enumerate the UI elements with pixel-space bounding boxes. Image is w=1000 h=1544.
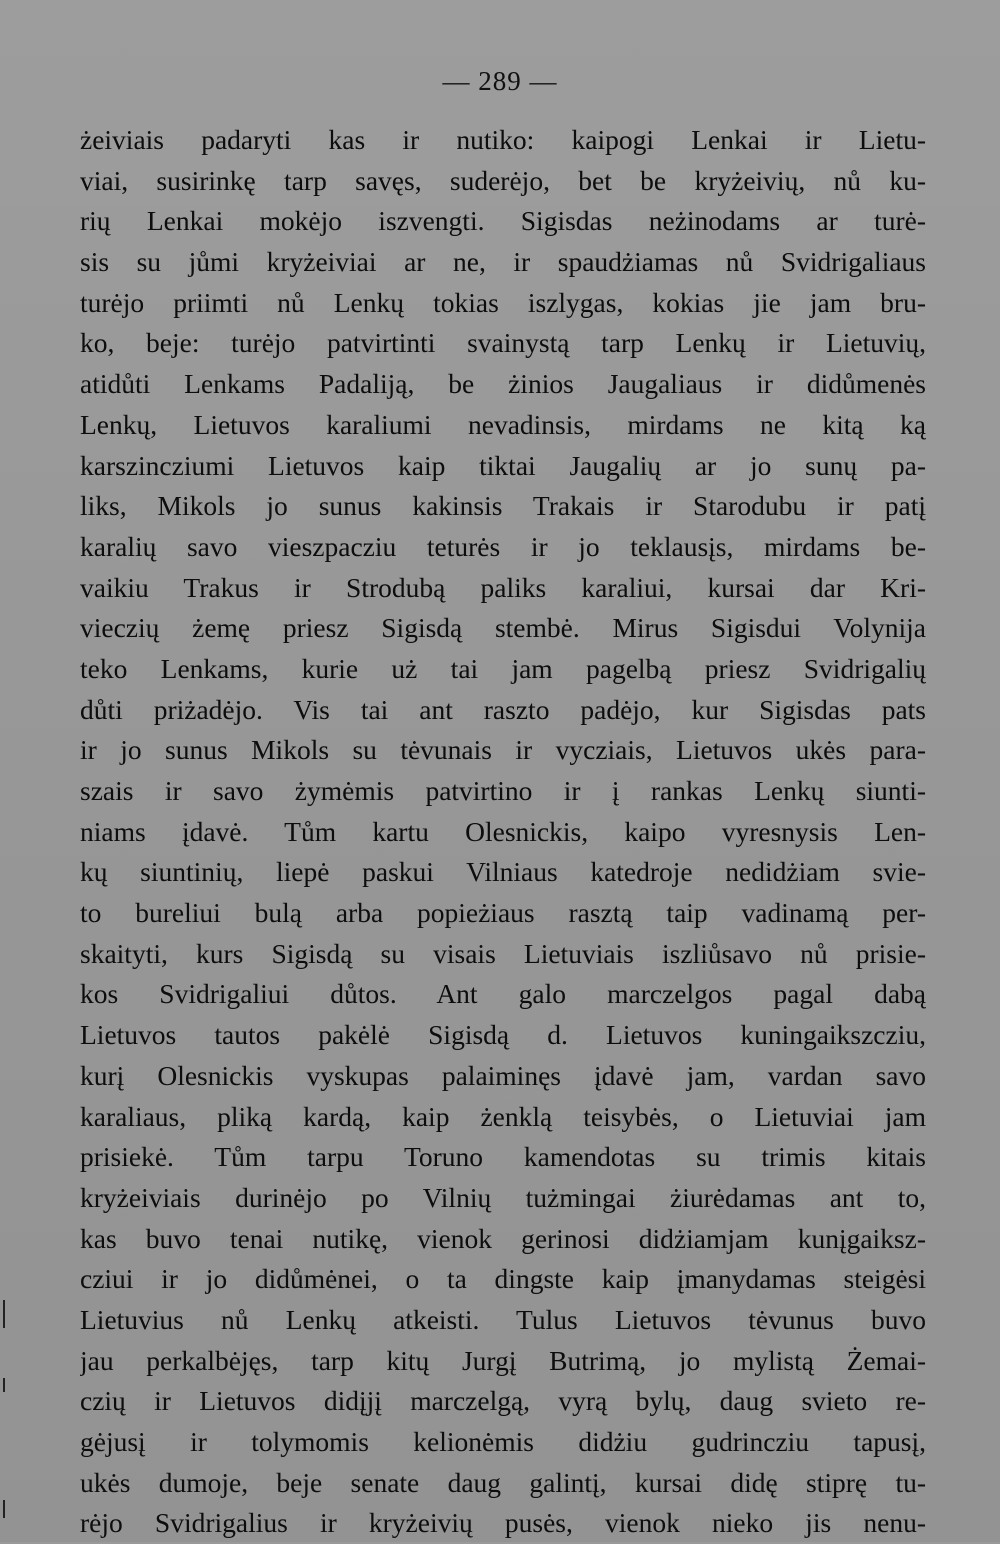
text-line: karalių savo vieszpacziu teturės ir jo teklausįs, mirdams be- xyxy=(80,530,926,562)
text-line: ukės dumoje, beje senate daug galintį, kursai didę stiprę tu- xyxy=(80,1466,926,1498)
text-line: kryżeiviais durinėjo po Vilnių tużmingai żiurėdamas ant to, xyxy=(80,1181,926,1213)
text-line: cziui ir jo didůmėnei, o ta dingste kaip įmanydamas steigėsi xyxy=(80,1263,926,1295)
text-line: to bureliui bulą arba popieżiaus rasztą taip vadinamą per- xyxy=(80,897,926,929)
text-line: turėjo priimti nů Lenkų tokias iszlygas, kokias jie jam bru- xyxy=(80,286,926,318)
text-line: rėjo Svidrigalius ir kryżeivių pusės, vienok nieko jis nenu- xyxy=(80,1507,926,1539)
text-line: viai, susirinkę tarp savęs, suderėjo, bet be kryżeivių, nů ku- xyxy=(80,164,926,196)
text-line: atidůti Lenkams Padaliją, be żinios Jaugaliaus ir didůmenės xyxy=(80,368,926,400)
text-line: kos Svidrigaliui důtos. Ant galo marczelgos pagal dabą xyxy=(80,978,926,1010)
text-line: vaikiu Trakus ir Strodubą paliks karaliui, kursai dar Kri- xyxy=(80,571,926,603)
text-line: żeiviais padaryti kas ir nutiko: kaipogi Lenkai ir Lietu- xyxy=(80,124,926,155)
text-line: karszincziumi Lietuvos kaip tiktai Jaugalių ar jo sunų pa- xyxy=(80,449,926,481)
text-line: Lietuvius nů Lenkų atkeisti. Tulus Lietuvos tėvunus buvo xyxy=(80,1303,926,1335)
margin-scan-mark xyxy=(3,1378,5,1392)
text-line: karaliaus, pliką kardą, kaip żenklą teisybės, o Lietuviai jam xyxy=(80,1100,926,1132)
text-line: gėjusį ir tolymomis kelionėmis didżiu gudrincziu tapusį, xyxy=(80,1426,926,1457)
text-line: Lenkų, Lietuvos karaliumi nevadinsis, mirdams ne kitą ką xyxy=(80,408,926,440)
text-line: rių Lenkai mokėjo iszvengti. Sigisdas neżinodams ar turė- xyxy=(80,205,926,237)
margin-scan-mark xyxy=(3,1300,5,1328)
text-line: szais ir savo żymėmis patvirtino ir į rankas Lenkų siunti- xyxy=(80,775,926,806)
text-line: teko Lenkams, kurie uż tai jam pagelbą priesz Svidrigalių xyxy=(80,652,926,684)
text-line: skaityti, kurs Sigisdą su visais Lietuviais iszliůsavo nů prisie- xyxy=(80,937,926,969)
text-line: kas buvo tenai nutikę, vienok gerinosi didżiamjam kunįgaiksz- xyxy=(80,1222,926,1254)
text-line: czių ir Lietuvos didįjį marczelgą, vyrą bylų, daug svieto re- xyxy=(80,1385,926,1417)
text-line: kurį Olesnickis vyskupas palaiminęs įdavė jam, vardan savo xyxy=(80,1059,926,1091)
margin-scan-mark xyxy=(3,1500,5,1518)
text-line: jau perkalbėjęs, tarp kitų Jurgį Butrimą, jo mylistą Żemai- xyxy=(80,1344,926,1376)
body-text xyxy=(80,120,926,1544)
text-line: Lietuvos tautos pakėlė Sigisdą d. Lietuvos kuningaikszcziu, xyxy=(80,1019,926,1051)
text-line: prisiekė. Tům tarpu Toruno kamendotas su trimis kitais xyxy=(80,1141,926,1173)
text-line: ir jo sunus Mikols su tėvunais ir vycziais, Lietuvos ukės para- xyxy=(80,734,926,766)
text-line: sis su jůmi kryżeiviai ar ne, ir spaudżiamas nů Svidrigaliaus xyxy=(80,246,926,278)
text-line: liks, Mikols jo sunus kakinsis Trakais ir Starodubu ir patį xyxy=(80,490,926,522)
text-line: ko, beje: turėjo patvirtinti svainystą tarp Lenkų ir Lietuvių, xyxy=(80,327,926,359)
text-line: důti priżadėjo. Vis tai ant raszto padėjo, kur Sigisdas pats xyxy=(80,693,926,725)
text-line: vieczių żemę priesz Sigisdą stembė. Mirus Sigisdui Volynija xyxy=(80,612,926,644)
text-line: niams įdavė. Tům kartu Olesnickis, kaipo vyresnysis Len- xyxy=(80,815,926,847)
page-number: — 289 — xyxy=(442,66,558,96)
text-line: kų siuntinių, liepė paskui Vilniaus katedroje nedidżiam svie- xyxy=(80,856,926,888)
